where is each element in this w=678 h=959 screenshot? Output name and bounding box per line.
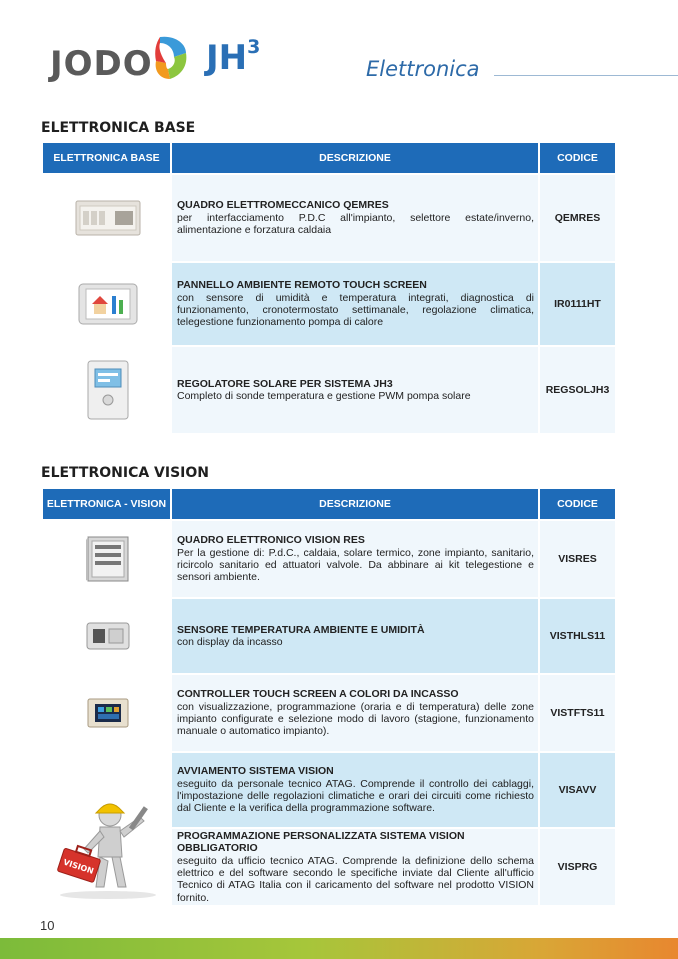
section-title: Elettronica — [366, 57, 480, 81]
table-header — [43, 143, 615, 173]
electronic-cabinet-icon — [86, 535, 130, 583]
column-header-description: DESCRIZIONE — [172, 143, 540, 173]
product-title: PANNELLO AMBIENTE REMOTO TOUCH SCREEN — [177, 279, 427, 292]
product-image-cell — [43, 753, 172, 905]
product-code: VISTHLS11 — [540, 599, 615, 673]
product-code: IR0111HT — [540, 263, 615, 345]
product-image-cell — [43, 521, 172, 597]
product-code: QEMRES — [540, 175, 615, 261]
page-number: 10 — [40, 918, 55, 933]
row-group-content — [172, 753, 615, 905]
footer-color-bar — [0, 938, 678, 959]
product-image-cell — [43, 263, 172, 345]
electrical-panel-icon — [75, 198, 141, 238]
header-divider — [494, 75, 678, 76]
product-code: VISRES — [540, 521, 615, 597]
column-header-description: DESCRIZIONE — [172, 489, 540, 519]
table-row — [172, 829, 615, 905]
solar-regulator-icon — [86, 360, 130, 420]
table-row — [43, 347, 615, 433]
product-image-cell — [43, 599, 172, 673]
product-title: SENSORE TEMPERATURA AMBIENTE E UMIDITÀ — [177, 623, 425, 636]
product-title: QUADRO ELETTRONICO VISION RES — [177, 534, 365, 547]
table-row — [43, 675, 615, 751]
column-header-code: CODICE — [540, 489, 615, 519]
product-description: Completo di sonde temperatura e gestione PWM pompa solare — [177, 390, 471, 402]
product-image-cell — [43, 175, 172, 261]
description-cell — [172, 829, 540, 905]
brand-logo-text: JODO — [50, 44, 153, 84]
technician-figure-icon — [48, 791, 168, 901]
table-row — [43, 175, 615, 261]
description-cell — [172, 675, 540, 751]
table-row — [43, 263, 615, 345]
product-code: VISTFTS11 — [540, 675, 615, 751]
product-title: PROGRAMMAZIONE PERSONALIZZATA SISTEMA VISION OBBLIGATORIO — [177, 829, 465, 855]
product-description: con display da incasso — [177, 636, 283, 648]
base-table — [43, 143, 615, 433]
product-description: per interfacciamento P.D.C all'impianto, selettore estate/inverno, alimentazione e forzatura caldaia — [177, 211, 534, 237]
table-row-group — [43, 753, 615, 905]
product-description: eseguito da personale tecnico ATAG. Comprende il controllo dei cablaggi, l'impostazione delle regolazioni climatiche e orari dei circuiti come richiesto dal Cliente e la verifica della programmazione software. — [177, 777, 534, 815]
table-row — [43, 599, 615, 673]
description-cell — [172, 753, 540, 827]
vision-section-heading: ELETTRONICA VISION — [41, 465, 210, 481]
description-cell — [172, 347, 540, 433]
table-row — [43, 521, 615, 597]
product-title: REGOLATORE SOLARE PER SISTEMA JH3 — [177, 377, 393, 390]
product-code: REGSOLJH3 — [540, 347, 615, 433]
product-description: con visualizzazione, programmazione (oraria e di temperatura) delle zone impianto configurate e selezione modo di lavoro (stagione, funzionamento manuale o automatico impianto). — [177, 700, 534, 738]
description-cell — [172, 175, 540, 261]
product-image-cell — [43, 347, 172, 433]
column-header-code: CODICE — [540, 143, 615, 173]
column-header-product: ELETTRONICA - VISION — [43, 489, 172, 519]
table-header — [43, 489, 615, 519]
product-logo: $JH^3$ — [206, 35, 261, 78]
color-touch-controller-icon — [87, 698, 129, 728]
product-description: con sensore di umidità e temperatura integrati, diagnostica di funzionamento, cronotermostato settimanale, regolazione climatica, telegestione funzionamento pompa di calore — [177, 291, 534, 329]
vision-table — [43, 489, 615, 905]
description-cell — [172, 521, 540, 597]
product-code: VISAVV — [540, 753, 615, 827]
column-header-product: ELETTRONICA BASE — [43, 143, 172, 173]
product-title: AVVIAMENTO SISTEMA VISION — [177, 765, 334, 778]
product-code: VISPRG — [540, 829, 615, 905]
touch-panel-icon — [78, 282, 138, 326]
product-title: CONTROLLER TOUCH SCREEN A COLORI DA INCASSO — [177, 688, 459, 701]
wall-sensor-icon — [86, 621, 130, 651]
base-section-heading: ELETTRONICA BASE — [41, 120, 196, 136]
brand-logo-mark-icon — [152, 33, 192, 83]
toolbox-label: VISION — [61, 857, 95, 876]
description-cell — [172, 263, 540, 345]
product-description: eseguito da ufficio tecnico ATAG. Comprende la definizione dello schema elettrico e del software secondo le specifiche inviate dal Cliente all'ufficio Tecnico di ATAG Italia con il caricamento del software nel prodotto VISION fornito. — [177, 854, 534, 904]
description-cell — [172, 599, 540, 673]
table-row — [172, 753, 615, 827]
product-image-cell — [43, 675, 172, 751]
product-description: Per la gestione di: P.d.C., caldaia, solare termico, zone impianto, sanitario, ricircolo sanitario ed attuatori valvole. Da abbinare ai kit telegestione e sensori ambiente. — [177, 546, 534, 584]
product-title: QUADRO ELETTROMECCANICO QEMRES — [177, 199, 389, 212]
